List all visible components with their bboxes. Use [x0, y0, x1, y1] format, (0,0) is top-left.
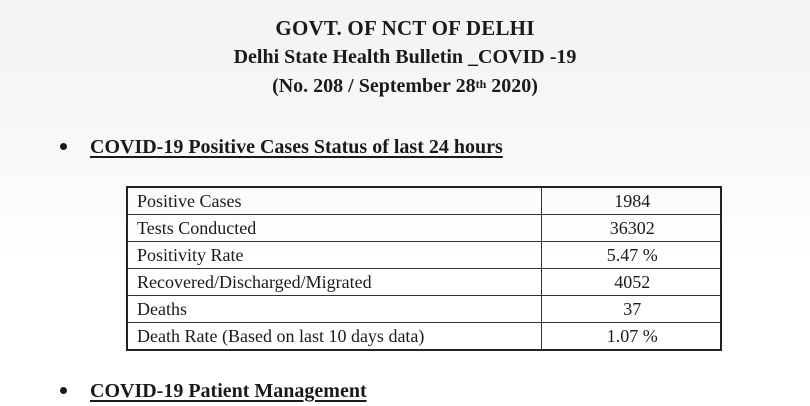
section-title: COVID-19 Positive Cases Status of last 24 hours: [90, 136, 503, 158]
row-label: Recovered/Discharged/Migrated: [127, 269, 541, 296]
section-patient-management: [60, 380, 367, 403]
section-positive-cases: [60, 136, 503, 159]
table-row: [127, 269, 721, 296]
table-row: [127, 296, 721, 323]
row-value: 1984: [541, 187, 721, 215]
table-row: [127, 187, 721, 215]
row-value: 1.07 %: [541, 323, 721, 351]
positive-cases-status-table: [126, 186, 722, 351]
bulletin-number-prefix: (No. 208 / September 28: [272, 75, 476, 97]
section-title: COVID-19 Patient Management: [90, 380, 367, 402]
table-row: [127, 242, 721, 269]
date-ordinal-suffix: th: [475, 77, 487, 91]
bullet-icon: [60, 143, 67, 150]
bullet-icon: [60, 387, 67, 394]
bulletin-number: [0, 72, 810, 101]
row-label: Deaths: [127, 296, 541, 323]
table-row: [127, 215, 721, 242]
row-label: Positive Cases: [127, 187, 541, 215]
row-label: Death Rate (Based on last 10 days data): [127, 323, 541, 351]
table-row: [127, 323, 721, 351]
bulletin-number-suffix: 2020): [486, 75, 538, 97]
government-title: GOVT. OF NCT OF DELHI: [275, 16, 535, 40]
row-value: 5.47 %: [541, 242, 721, 269]
row-value: 4052: [541, 269, 721, 296]
bulletin-header: [0, 14, 810, 101]
row-label: Tests Conducted: [127, 215, 541, 242]
row-label: Positivity Rate: [127, 242, 541, 269]
row-value: 37: [541, 296, 721, 323]
bulletin-title: Delhi State Health Bulletin _COVID -19: [233, 46, 577, 68]
row-value: 36302: [541, 215, 721, 242]
